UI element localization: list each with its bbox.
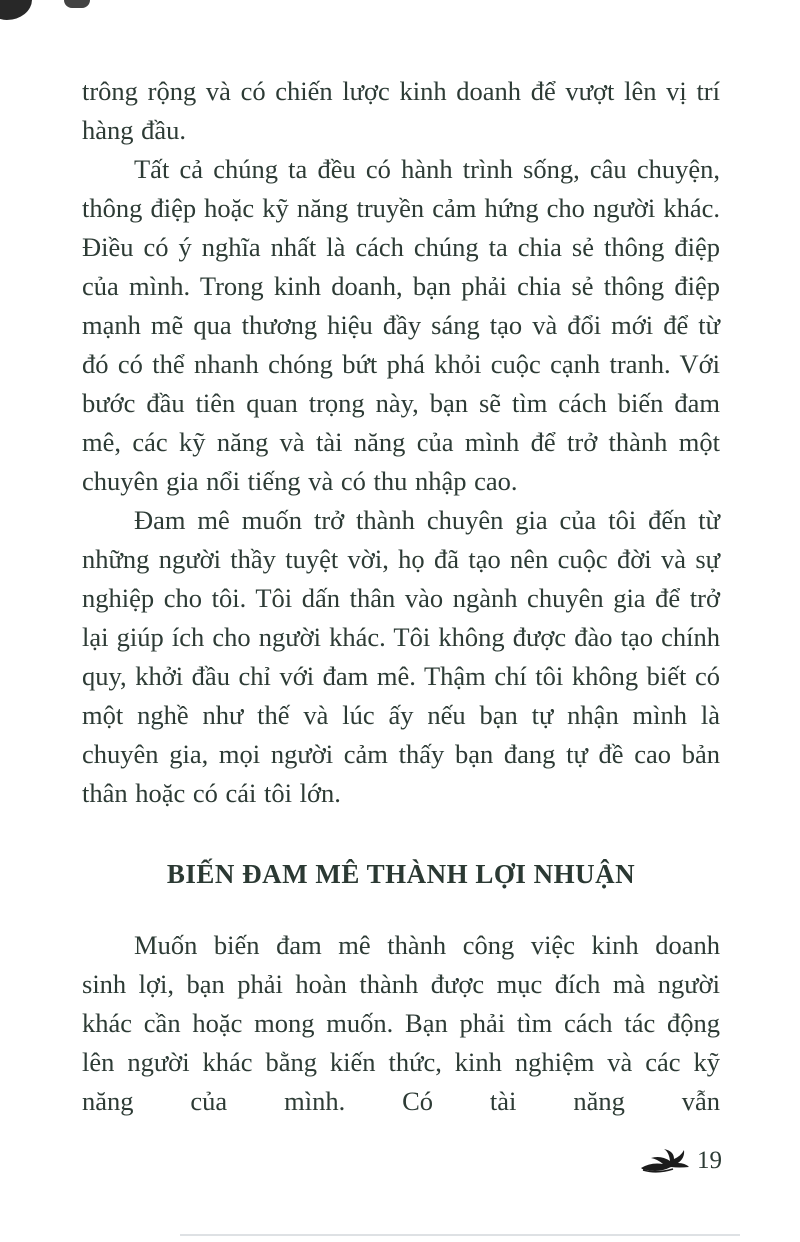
scan-artifact-bottom-edge (180, 1234, 740, 1236)
section-heading: BIẾN ĐAM MÊ THÀNH LỢI NHUẬN (166, 859, 636, 889)
scan-artifact-top-left (0, 0, 32, 20)
page-footer (639, 1146, 722, 1176)
body-text (82, 72, 720, 1121)
page-number: 19 (697, 1147, 722, 1174)
bird-flourish-icon (639, 1146, 691, 1176)
paragraph: trông rộng và có chiến lược kinh doanh để vượt lên vị trí hàng đầu. (82, 76, 720, 145)
scan-artifact-top-edge (64, 0, 90, 8)
paragraph: Đam mê muốn trở thành chuyên gia của tôi đến từ những người thầy tuyệt vời, họ đã tạo nên cuộc đời và sự nghiệp cho tôi. Tôi dấn thân vào ngành chuyên gia để trở lại giúp ích cho người khác. Tôi không được đào tạo chính quy, khởi đầu chỉ với đam mê. Thậm chí tôi không biết có một nghề như thế và lúc ấy nếu bạn tự nhận mình là chuyên gia, mọi người cảm thấy bạn đang tự đề cao bản thân hoặc có cái tôi lớn. (82, 505, 720, 808)
paragraph: Tất cả chúng ta đều có hành trình sống, câu chuyện, thông điệp hoặc kỹ năng truyền cảm hứng cho người khác. Điều có ý nghĩa nhất là cách chúng ta chia sẻ thông điệp của mình. Trong kinh doanh, bạn phải chia sẻ thông điệp mạnh mẽ qua thương hiệu đầy sáng tạo và đổi mới để từ đó có thể nhanh chóng bứt phá khỏi cuộc cạnh tranh. Với bước đầu tiên quan trọng này, bạn sẽ tìm cách biến đam mê, các kỹ năng và tài năng của mình để trở thành một chuyên gia nổi tiếng và có thu nhập cao. (82, 154, 720, 496)
paragraph: Muốn biến đam mê thành công việc kinh doanh sinh lợi, bạn phải hoàn thành được mục đích mà người khác cần hoặc mong muốn. Bạn phải tìm cách tác động lên người khác bằng kiến thức, kinh nghiệm và các kỹ năng của mình. Có tài năng vẫn (82, 930, 720, 1116)
